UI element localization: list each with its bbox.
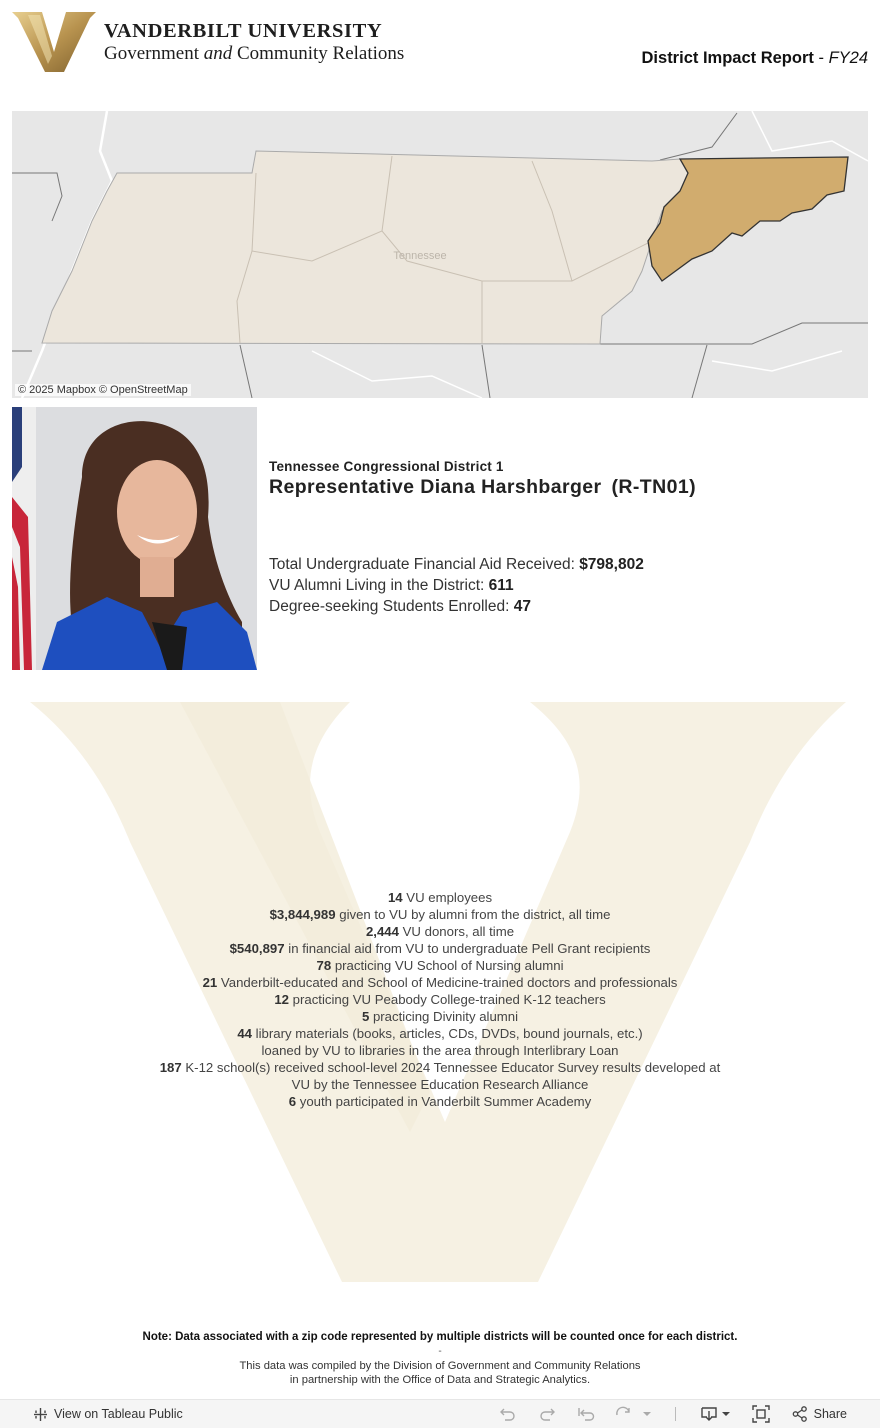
fact-library-materials-cont: loaned by VU to libraries in the area through Interlibrary Loan — [261, 1043, 619, 1058]
map-canvas[interactable] — [12, 111, 868, 398]
university-name: VANDERBILT UNIVERSITY — [104, 20, 383, 42]
fullscreen-button[interactable] — [752, 1400, 770, 1428]
fact-employees: 14 VU employees — [387, 890, 493, 905]
map-attribution[interactable]: © 2025 Mapbox © OpenStreetMap — [15, 384, 191, 396]
share-button[interactable] — [792, 1400, 847, 1428]
toolbar-divider — [675, 1400, 676, 1428]
redo-icon — [538, 1406, 556, 1422]
redo-button[interactable] — [538, 1400, 556, 1428]
department-name: Government and Community Relations — [104, 43, 405, 64]
revert-button[interactable] — [577, 1400, 597, 1428]
share-icon — [792, 1406, 808, 1422]
download-icon — [700, 1406, 718, 1422]
undo-button[interactable] — [499, 1400, 517, 1428]
fact-nursing-alumni: 78 practicing VU School of Nursing alumni — [316, 958, 564, 973]
fact-pell-aid: $540,897 in financial aid from VU to undergraduate Pell Grant recipients — [229, 941, 651, 956]
state-label: Tennessee — [393, 250, 447, 262]
data-note: Note: Data associated with a zip code represented by multiple districts will be counted once for each district. — [142, 1331, 738, 1343]
compiled-credit: This data was compiled by the Division of Government and Community Relations in partnership with the Office of Data and Strategic Analytics. — [239, 1360, 641, 1386]
fact-k12-schools-cont: VU by the Tennessee Education Research Alliance — [291, 1077, 589, 1092]
undo-icon — [499, 1406, 517, 1422]
pause-updates-button[interactable] — [614, 1400, 652, 1428]
chevron-down-icon — [721, 1409, 731, 1419]
refresh-icon — [614, 1406, 634, 1422]
share-label: Share — [813, 1407, 847, 1421]
fact-divinity-alumni: 5 practicing Divinity alumni — [361, 1009, 519, 1024]
fact-alumni-giving: $3,844,989 given to VU by alumni from the district, all time — [269, 907, 611, 922]
fullscreen-icon — [752, 1405, 770, 1423]
chevron-down-icon — [642, 1409, 652, 1419]
party-district-code: (R-TN01) — [611, 476, 696, 498]
view-on-tableau-public-button[interactable] — [33, 1400, 183, 1428]
fact-k12-schools: 187 K-12 school(s) received school-level 2024 Tennessee Educator Survey results developed at — [159, 1060, 721, 1075]
fact-summer-academy: 6 youth participated in Vanderbilt Summer Academy — [288, 1094, 592, 1109]
vanderbilt-logo-icon — [12, 12, 96, 72]
tableau-logo-icon — [33, 1407, 48, 1422]
representative-name: Representative Diana Harshbarger (R-TN01) — [269, 476, 696, 498]
summary-alumni: VU Alumni Living in the District: 611 — [269, 577, 514, 594]
revert-icon — [577, 1406, 597, 1422]
download-button[interactable] — [700, 1400, 731, 1428]
district-label: Tennessee Congressional District 1 — [269, 459, 504, 474]
tableau-toolbar — [0, 1399, 880, 1428]
fact-teachers: 12 practicing VU Peabody College-trained K-12 teachers — [274, 992, 606, 1007]
report-title: District Impact Report - FY24 — [641, 49, 868, 67]
view-on-tableau-public-label: View on Tableau Public — [54, 1407, 183, 1421]
fact-donors: 2,444 VU donors, all time — [365, 924, 515, 939]
fact-doctors: 21 Vanderbilt-educated and School of Medicine-trained doctors and professionals — [202, 975, 678, 990]
summary-financial-aid: Total Undergraduate Financial Aid Received: $798,802 — [269, 556, 644, 573]
summary-students: Degree-seeking Students Enrolled: 47 — [269, 598, 531, 615]
fact-library-materials: 44 library materials (books, articles, CDs, DVDs, bound journals, etc.) — [237, 1026, 643, 1041]
note-divider: - — [438, 1346, 442, 1357]
impact-facts — [100, 889, 780, 1110]
district-map[interactable] — [12, 111, 868, 398]
representative-photo — [12, 407, 257, 670]
